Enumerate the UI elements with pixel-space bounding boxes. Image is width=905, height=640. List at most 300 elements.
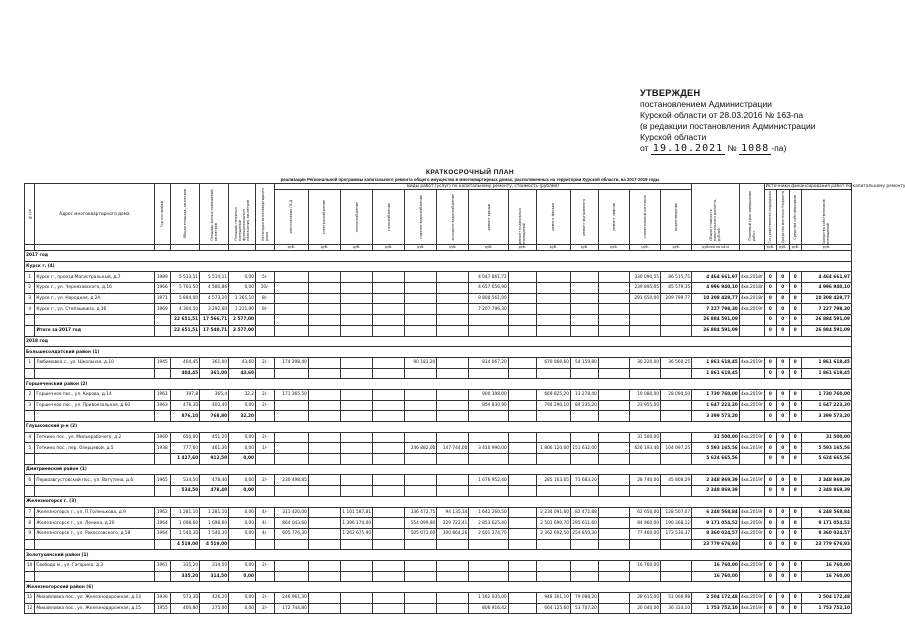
plan-body — [25, 251, 852, 614]
cell-f3: 0 — [789, 389, 801, 400]
cell-cat: 2/- — [256, 357, 275, 368]
unit-rub: руб. — [508, 245, 536, 251]
cell-sum: 3 399 573,20 — [692, 411, 740, 422]
cell-electric — [308, 293, 340, 304]
cell-hot — [405, 325, 437, 336]
cell-total: 777,60 — [171, 443, 200, 454]
cell-living: 4 580,86 — [200, 283, 229, 294]
cell-nonliving: 2 577,00 — [229, 315, 256, 326]
section-label: Железногорский район (6) — [25, 582, 852, 593]
cell-nonliving: 0,00 — [229, 486, 256, 497]
cell-f1: 0 — [764, 411, 776, 422]
cell-f1: 0 — [764, 571, 776, 582]
cell-f3: 0 — [789, 475, 801, 486]
cell-total: 534,50 — [171, 486, 200, 497]
cell-year: 1961 — [154, 560, 171, 571]
cell-control2: 85 579,35 — [661, 283, 692, 294]
funding-group-header: Источники финансирования работ по капитальному ремонту — [765, 184, 905, 189]
cell-f4: 1 861 618,45 — [801, 368, 851, 379]
col-nonliving-area-header: Площадь нежилых помещений функционального назначения, кв.метров — [234, 199, 251, 241]
cell-found: 54 159,80 — [570, 357, 598, 368]
cell-addr — [35, 411, 154, 422]
cell-electric — [308, 593, 340, 604]
cell-addr — [35, 315, 154, 326]
cell-cat: 2/- — [256, 400, 275, 411]
approval-title: УТВЕРЖДЕН — [640, 88, 701, 98]
cell-living: 461,30 — [200, 443, 229, 454]
cell-cold — [437, 539, 469, 550]
cell-facade — [536, 272, 570, 283]
cell-est — [274, 454, 308, 465]
cell-nonliving: 0,00 — [229, 507, 256, 518]
cell-electric — [308, 571, 340, 582]
cell-addr: Михайловка пос., ул. Железнодорожная, д.15 — [35, 603, 154, 614]
col-fund-owners-header: Средства собственников — [793, 194, 798, 240]
cell-f4: 10 308 428,77 — [801, 293, 851, 304]
cell-lift — [598, 272, 629, 283]
cell-nonliving: 0,00 — [229, 454, 256, 465]
cell-cat — [256, 571, 275, 582]
cell-total: 5 513,51 — [171, 272, 200, 283]
section-row — [25, 496, 852, 507]
cell-addr: Любимовка с., ул. Школьная, д.10 — [35, 357, 154, 368]
cell-nonliving: 43,60 — [229, 357, 256, 368]
cell-hot — [405, 304, 437, 315]
cell-lift — [598, 486, 629, 497]
cell-electric — [308, 454, 340, 465]
cell-heat — [340, 389, 372, 400]
approval-from-label: от — [640, 143, 649, 153]
cell-roof — [469, 454, 508, 465]
cell-facade: 670 066,60 — [536, 357, 570, 368]
cell-total: 650,00 — [171, 432, 200, 443]
cell-hot — [405, 603, 437, 614]
cell-living: 1 281,10 — [200, 507, 229, 518]
cell-year: 1966 — [154, 283, 171, 294]
cell-found — [570, 325, 598, 336]
cell-f3: 0 — [789, 293, 801, 304]
cell-sum: 16 760,00 — [692, 571, 740, 582]
cell-found — [570, 293, 598, 304]
cell-cat: 2/- — [256, 432, 275, 443]
col-fund-region-header: Государственная поддержка — [768, 190, 773, 244]
cell-found — [570, 432, 598, 443]
unit-rub: руб. — [340, 245, 372, 251]
cell-heat — [340, 325, 372, 336]
cell-year: 1961 — [154, 389, 171, 400]
cell-facade: 285 163,65 — [536, 475, 570, 486]
cell-n: 2 — [25, 389, 35, 400]
cell-living: 275,00 — [200, 603, 229, 614]
cell-f1: 0 — [764, 486, 776, 497]
cell-roof: 806 916,42 — [469, 603, 508, 614]
section-row — [25, 261, 852, 272]
cell-living: 361,00 — [200, 368, 229, 379]
cell-hot — [405, 411, 437, 422]
cell-f2: 0 — [777, 368, 789, 379]
cell-hot — [405, 475, 437, 486]
cell-f4: 3 399 573,20 — [801, 411, 851, 422]
cell-nonliving: 1 365,10 — [229, 293, 256, 304]
col-basement-header: ремонт подвальных помещений — [518, 208, 527, 244]
cell-term: 4кв.2019г. — [739, 400, 764, 411]
cell-f3: 0 — [789, 325, 801, 336]
cell-f2: 0 — [777, 486, 789, 497]
subtotal-row — [25, 325, 852, 336]
cell-total: 876,10 — [171, 411, 200, 422]
table-row — [25, 293, 852, 304]
cell-found: 151 632,00 — [570, 443, 598, 454]
col-gas-header: газоснабжение — [386, 203, 391, 231]
cell-lift — [598, 560, 629, 571]
cell-f1: 0 — [764, 293, 776, 304]
cell-addr: Курск г., ул. Степашкина, д.16 — [35, 304, 154, 315]
cell-electric — [308, 603, 340, 614]
cell-f2: 0 — [777, 400, 789, 411]
cell-cold — [437, 368, 469, 379]
cell-f3: 0 — [789, 593, 801, 604]
cell-control — [629, 304, 660, 315]
cell-heat — [340, 560, 372, 571]
table-row — [25, 272, 852, 283]
cell-f3: 0 — [789, 400, 801, 411]
cell-est — [274, 432, 308, 443]
section-row — [25, 379, 852, 390]
unit-rub: руб. — [308, 245, 340, 251]
cell-hot — [405, 283, 437, 294]
cell-control: 77 460,00 — [629, 528, 660, 539]
cell-term — [739, 315, 764, 326]
cell-total: 5 894,00 — [171, 293, 200, 304]
cell-f2: 0 — [777, 304, 789, 315]
cell-basement — [508, 528, 536, 539]
cell-term: 4кв.2019г. — [739, 443, 764, 454]
col-heat-header: теплоснабжение — [354, 201, 359, 233]
cell-est: 605 776,30 — [274, 528, 308, 539]
cell-lift — [598, 603, 629, 614]
cell-addr: Курск г., ул. Народная, д.2А — [35, 293, 154, 304]
cell-n — [25, 325, 35, 336]
cell-basement — [508, 411, 536, 422]
cell-basement — [508, 507, 536, 518]
cell-heat — [340, 368, 372, 379]
cell-gas — [373, 571, 405, 582]
cell-cat: 2/- — [256, 475, 275, 486]
cell-heat — [340, 272, 372, 283]
cell-f2: 0 — [777, 389, 789, 400]
cell-est — [274, 400, 308, 411]
cell-f4: 5 593 165,56 — [801, 443, 851, 454]
cell-f1: 0 — [764, 368, 776, 379]
cell-roof: 900 398,00 — [469, 389, 508, 400]
cell-lift — [598, 293, 629, 304]
cell-f1: 0 — [764, 315, 776, 326]
cell-cat: 2/- — [256, 389, 275, 400]
cell-hot — [405, 293, 437, 304]
section-row — [25, 550, 852, 561]
cell-f2: 0 — [777, 539, 789, 550]
cell-sum: 9 171 054,52 — [692, 518, 740, 529]
subtotal-row — [25, 454, 852, 465]
cell-nonliving: 0,00 — [229, 603, 256, 614]
cell-gas — [373, 539, 405, 550]
col-plan-year-header: Плановый срок завершения работ — [747, 190, 756, 241]
cell-heat — [340, 486, 372, 497]
cell-facade: 2 234 091,60 — [536, 507, 570, 518]
section-label: Дмитриевский район (1) — [25, 464, 852, 475]
cell-heat — [340, 443, 372, 454]
col-total-area-header: Общая площадь, кв.метров — [183, 189, 188, 239]
cell-total: 5 703,50 — [171, 283, 200, 294]
cell-addr — [35, 486, 154, 497]
cell-lift — [598, 528, 629, 539]
cell-control2 — [661, 571, 692, 582]
cell-basement — [508, 400, 536, 411]
section-label: 2018 год — [25, 336, 852, 347]
cell-f2: 0 — [777, 283, 789, 294]
cell-term: 4кв.2019г. — [739, 603, 764, 614]
cell-gas — [373, 315, 405, 326]
cell-control2: 128 507,07 — [661, 507, 692, 518]
cell-addr: Курск г., ул. Черняховского, д.16 — [35, 283, 154, 294]
cell-facade: 948 301,10 — [536, 593, 570, 604]
cell-hot — [405, 454, 437, 465]
cell-gas — [373, 528, 405, 539]
cell-f4: 9 171 054,52 — [801, 518, 851, 529]
cell-gas — [373, 368, 405, 379]
cell-f3: 0 — [789, 272, 801, 283]
cell-f3: 0 — [789, 528, 801, 539]
cell-control2: 86 515,75 — [661, 272, 692, 283]
table-row — [25, 560, 852, 571]
cell-cold — [437, 357, 469, 368]
cell-cold — [437, 400, 469, 411]
cell-nonliving: 0,00 — [229, 443, 256, 454]
subtotal-row — [25, 571, 852, 582]
cell-n — [25, 368, 35, 379]
cell-cat: 2/- — [256, 560, 275, 571]
cell-control: 16 760,00 — [629, 560, 660, 571]
section-label: Железногорск г. (3) — [25, 496, 852, 507]
cell-living: 912,50 — [200, 454, 229, 465]
cell-heat — [340, 432, 372, 443]
cell-roof — [469, 539, 508, 550]
cell-basement — [508, 443, 536, 454]
cell-nonliving — [229, 539, 256, 550]
cell-f2: 0 — [777, 325, 789, 336]
cell-basement — [508, 325, 536, 336]
cell-lift — [598, 593, 629, 604]
cell-f2: 0 — [777, 293, 789, 304]
unit-rub-per-m2: рублей на кв.м — [692, 245, 740, 251]
cell-lift — [598, 539, 629, 550]
cell-lift — [598, 283, 629, 294]
cell-sum: 2 348 869,39 — [692, 475, 740, 486]
cell-heat: 1 101 587,81 — [340, 507, 372, 518]
cell-f1: 0 — [764, 400, 776, 411]
cell-f1: 0 — [764, 507, 776, 518]
cell-control2: 36 324,10 — [661, 603, 692, 614]
cell-control2 — [661, 400, 692, 411]
cell-year — [154, 411, 171, 422]
cell-facade — [536, 571, 570, 582]
cell-f4: 2 348 869,39 — [801, 475, 851, 486]
cell-f1: 0 — [764, 325, 776, 336]
cell-total: 404,45 — [171, 357, 200, 368]
cell-est — [274, 368, 308, 379]
cell-term: 4кв.2019г. — [739, 389, 764, 400]
cell-n: 6 — [25, 475, 35, 486]
section-label: Глушковский р-н (2) — [25, 422, 852, 433]
cell-f3: 0 — [789, 560, 801, 571]
cell-f3: 0 — [789, 411, 801, 422]
cell-f2: 0 — [777, 357, 789, 368]
cell-f1: 0 — [764, 475, 776, 486]
cell-living: 17 540,71 — [200, 325, 229, 336]
section-row — [25, 336, 852, 347]
cell-n: 1 — [25, 272, 35, 283]
cell-sum: 1 753 752,10 — [692, 603, 740, 614]
table-row — [25, 400, 852, 411]
cell-year — [154, 325, 171, 336]
cell-total: 1 427,60 — [171, 454, 200, 465]
cell-facade: 1 806 120,00 — [536, 443, 570, 454]
cell-addr: Курск г., проезд Магистральный, д.7 — [35, 272, 154, 283]
approval-line-4: Курской области — [640, 132, 707, 142]
cell-f4: 6 248 568,84 — [801, 507, 851, 518]
cell-gas — [373, 357, 405, 368]
cell-f1: 0 — [764, 357, 776, 368]
section-label: Курск г. (4) — [25, 261, 852, 272]
cell-cat: 10/- — [256, 283, 275, 294]
cell-facade — [536, 486, 570, 497]
cell-roof: 1 642 260,50 — [469, 507, 508, 518]
cell-heat — [340, 539, 372, 550]
approval-date-line — [640, 143, 890, 154]
cell-f4: 1 861 618,45 — [801, 357, 851, 368]
cell-lift — [598, 475, 629, 486]
cell-cold — [437, 486, 469, 497]
cell-electric — [308, 283, 340, 294]
cell-gas — [373, 486, 405, 497]
cell-found: 53 707,20 — [570, 603, 598, 614]
cell-n: 4 — [25, 432, 35, 443]
cell-term — [739, 411, 764, 422]
cell-electric — [308, 304, 340, 315]
cell-facade — [536, 315, 570, 326]
cell-n: 8 — [25, 518, 35, 529]
table-row — [25, 283, 852, 294]
col-foundation-header: ремонт фундамента — [582, 198, 587, 236]
section-row — [25, 251, 852, 262]
cell-electric — [308, 411, 340, 422]
cell-n — [25, 454, 35, 465]
cell-sum: 5 593 165,56 — [692, 443, 740, 454]
cell-found — [570, 571, 598, 582]
cell-control: 239 895,05 — [629, 283, 660, 294]
cell-found — [570, 304, 598, 315]
cell-f2: 0 — [777, 507, 789, 518]
col-total-cost-header: Общая стоимость капитального ремонта, рублей — [709, 198, 722, 241]
cell-year: 1969 — [154, 304, 171, 315]
col-fund-local-header: Средства местного бюджета — [780, 190, 785, 244]
cell-basement — [508, 571, 536, 582]
cell-control2 — [661, 486, 692, 497]
cell-living: 17 566,71 — [200, 315, 229, 326]
approval-line-2: Курской области от 28.03.2016 № 163-па — [640, 110, 804, 120]
cell-f2: 0 — [777, 443, 789, 454]
cell-f1: 0 — [764, 432, 776, 443]
approval-line-3: (в редакции постановления Администрации — [640, 121, 816, 131]
cell-year — [154, 315, 171, 326]
cell-n — [25, 411, 35, 422]
cell-f3: 0 — [789, 368, 801, 379]
cell-nonliving: 0,00 — [229, 593, 256, 604]
cell-f3: 0 — [789, 486, 801, 497]
cell-facade — [536, 432, 570, 443]
cell-living: 451,20 — [200, 432, 229, 443]
cell-f1: 0 — [764, 593, 776, 604]
cell-est: 174 298,40 — [274, 357, 308, 368]
col-address-header: Адрес многоквартирного дома — [35, 184, 154, 245]
document-heading — [210, 169, 730, 182]
col-sewer-header: водоотведение — [674, 203, 679, 231]
subtotal-row — [25, 411, 852, 422]
cell-living: 1 698,60 — [200, 518, 229, 529]
cell-roof: 2 853 625,40 — [469, 518, 508, 529]
table-row — [25, 443, 852, 454]
cell-facade — [536, 283, 570, 294]
cell-addr: Горшечное пос., ул. Кирова, д.14 — [35, 389, 154, 400]
cell-roof — [469, 571, 508, 582]
cell-f2: 0 — [777, 432, 789, 443]
cell-f3: 0 — [789, 518, 801, 529]
cell-n: 5 — [25, 443, 35, 454]
cell-electric — [308, 325, 340, 336]
cell-basement — [508, 389, 536, 400]
cell-term — [739, 454, 764, 465]
cell-sum: 8 360 024,57 — [692, 528, 740, 539]
section-row — [25, 464, 852, 475]
cell-f4: 7 227 798,30 — [801, 304, 851, 315]
cell-f1: 0 — [764, 518, 776, 529]
cell-gas — [373, 389, 405, 400]
cell-f3: 0 — [789, 443, 801, 454]
cell-term — [739, 539, 764, 550]
col-year-header: Год постройки — [160, 200, 165, 228]
cell-term: 4кв.2018г. — [739, 293, 764, 304]
cell-sum: 26 884 591,09 — [692, 315, 740, 326]
cell-nonliving: 2 577,00 — [229, 325, 256, 336]
cell-control2 — [661, 539, 692, 550]
cell-term: 4кв.2019г. — [739, 507, 764, 518]
cell-roof: 1 162 035,00 — [469, 593, 508, 604]
cell-found: 13 278,40 — [570, 389, 598, 400]
table-row — [25, 432, 852, 443]
cell-year — [154, 486, 171, 497]
cell-f2: 0 — [777, 593, 789, 604]
cell-f1: 0 — [764, 454, 776, 465]
cell-facade — [536, 454, 570, 465]
cell-gas — [373, 560, 405, 571]
cell-year: 1945 — [154, 357, 171, 368]
cell-control — [629, 539, 660, 550]
cell-control: 84 960,00 — [629, 518, 660, 529]
cell-f1: 0 — [764, 603, 776, 614]
cell-est — [274, 486, 308, 497]
col-estimate-header: изготовление ПСД — [289, 200, 294, 234]
cell-facade — [536, 539, 570, 550]
